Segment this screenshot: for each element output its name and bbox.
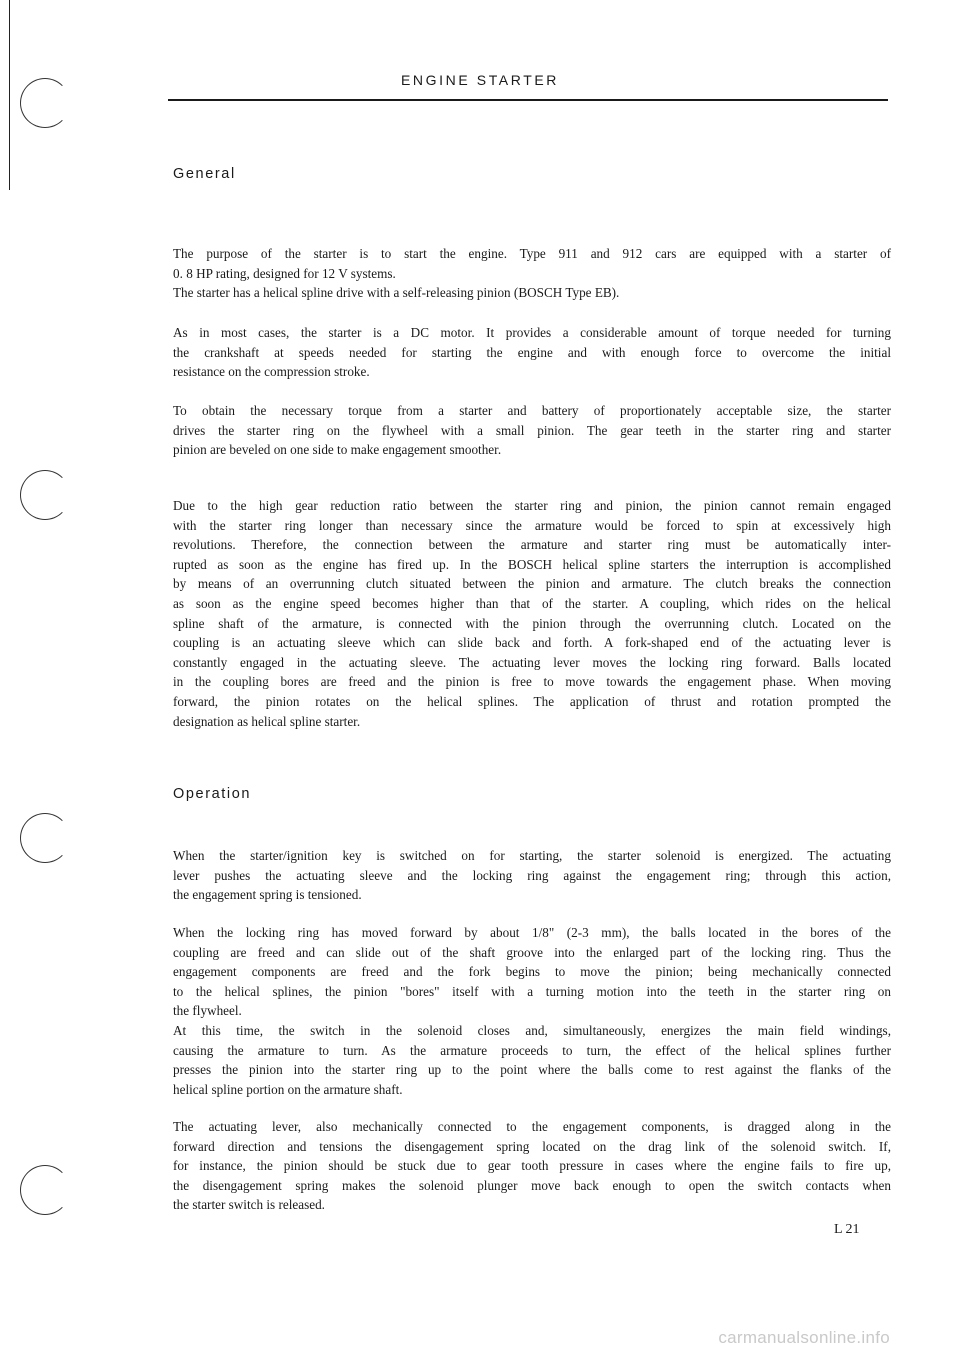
- paragraph: [173, 244, 891, 303]
- text-line: The starter has a helical spline drive with a self-releasing pinion (BOSCH Type EB).: [173, 285, 620, 301]
- text-line: forward, the pinion rotates on the helical splines. The application of thrust and rotation prompted the: [173, 693, 891, 709]
- section-title-general: General: [173, 166, 236, 182]
- text-line: helical spline portion on the armature shaft.: [173, 1081, 403, 1097]
- text-line: presses the pinion into the starter ring up to the point where the balls come to rest against the flanks of the: [173, 1062, 891, 1078]
- text-line: the crankshaft at speeds needed for starting the engine and with enough force to overcome the initial: [173, 344, 891, 360]
- text-line: by means of an overrunning clutch situated between the pinion and armature. The clutch breaks the connection: [173, 576, 891, 592]
- punch-hole-mark: [20, 1165, 70, 1215]
- text-line: the engagement spring is tensioned.: [173, 887, 362, 903]
- text-line: Due to the high gear reduction ratio between the starter ring and pinion, the pinion cannot remain engaged: [173, 498, 891, 513]
- header-rule: [168, 99, 888, 101]
- text-line: lever pushes the actuating sleeve and the locking ring against the engagement ring; through this action,: [173, 867, 891, 883]
- paragraph: [173, 846, 891, 905]
- text-line: designation as helical spline starter.: [173, 713, 361, 729]
- text-line: the disengagement spring makes the solenoid plunger move back enough to open the switch contacts when: [173, 1177, 891, 1193]
- text-line: forward direction and tensions the disengagement spring located on the drag link of the solenoid switch. If,: [173, 1138, 891, 1154]
- text-line: To obtain the necessary torque from a starter and battery of proportionately acceptable size, the starter: [173, 403, 891, 418]
- text-line: drives the starter ring on the flywheel with a small pinion. The gear teeth in the starter ring and starter: [173, 422, 891, 438]
- text-line: the starter switch is released.: [173, 1197, 325, 1213]
- text-line: coupling is an actuating sleeve which can slide back and forth. A fork-shaped end of the actuating lever is: [173, 635, 891, 651]
- text-line: constantly engaged in the actuating sleeve. The actuating lever moves the locking ring forward. Balls located: [173, 654, 891, 670]
- text-line: the flywheel.: [173, 1003, 242, 1019]
- paragraph: [173, 496, 891, 731]
- text-line: revolutions. Therefore, the connection between the armature and starter ring must be automatically inter-: [173, 537, 891, 553]
- text-line: engagement components are freed and the fork begins to move the pinion; being mechanically connected: [173, 964, 891, 980]
- paragraph: [173, 923, 891, 1099]
- paragraph: [173, 401, 891, 460]
- paragraph: [173, 323, 891, 382]
- page-number: L 21: [834, 1222, 860, 1237]
- text-line: to the helical splines, the pinion "bores" itself with a turning motion into the teeth in the starter ring on: [173, 983, 891, 999]
- punch-hole-mark: [20, 470, 70, 520]
- section-title-operation: Operation: [173, 786, 252, 802]
- watermark: carmanualsonline.info: [718, 1328, 890, 1347]
- binder-margin-line: [9, 0, 10, 190]
- text-line: The purpose of the starter is to start the engine. Type 911 and 912 cars are equipped with a starter of: [173, 246, 891, 261]
- paragraph: [173, 1117, 891, 1215]
- text-line: rupted as soon as the engine has fired up. In the BOSCH helical spline starters the interruption is accomplished: [173, 556, 891, 572]
- text-line: The actuating lever, also mechanically connected to the engagement components, is dragged along in the: [173, 1119, 891, 1134]
- punch-hole-mark: [20, 813, 70, 863]
- page-header-title: ENGINE STARTER: [400, 72, 559, 88]
- text-line: When the starter/ignition key is switched on for starting, the starter solenoid is energized. The actuating: [173, 848, 891, 863]
- text-line: with the starter ring longer than necessary since the armature would be forced to spin at excessively high: [173, 517, 891, 533]
- text-line: As in most cases, the starter is a DC motor. It provides a considerable amount of torque needed for turning: [173, 325, 891, 340]
- text-line: coupling are freed and can slide out of the shaft groove into the enlarged part of the locking ring. Thus the: [173, 944, 891, 960]
- text-line: spline shaft of the armature, is connected with the pinion through the overrunning clutch. Located on the: [173, 615, 891, 631]
- text-line: for instance, the pinion should be stuck due to gear tooth pressure in cases where the engine fails to fire up,: [173, 1158, 891, 1174]
- text-line: in the coupling bores are freed and the pinion is free to move towards the engagement phase. When moving: [173, 674, 891, 690]
- text-line: pinion are beveled on one side to make engagement smoother.: [173, 442, 502, 458]
- text-line: causing the armature to turn. As the armature proceeds to turn, the effect of the helical splines further: [173, 1042, 891, 1058]
- text-line: as soon as the engine speed becomes higher than that of the starter. A coupling, which rides on the helical: [173, 595, 891, 611]
- text-line: resistance on the compression stroke.: [173, 364, 370, 380]
- text-line: When the locking ring has moved forward by about 1/8" (2-3 mm), the balls located in the bores of the: [173, 925, 891, 940]
- text-line: 0. 8 HP rating, designed for 12 V systems.: [173, 265, 396, 281]
- text-line: At this time, the switch in the solenoid closes and, simultaneously, energizes the main field windings,: [173, 1022, 891, 1038]
